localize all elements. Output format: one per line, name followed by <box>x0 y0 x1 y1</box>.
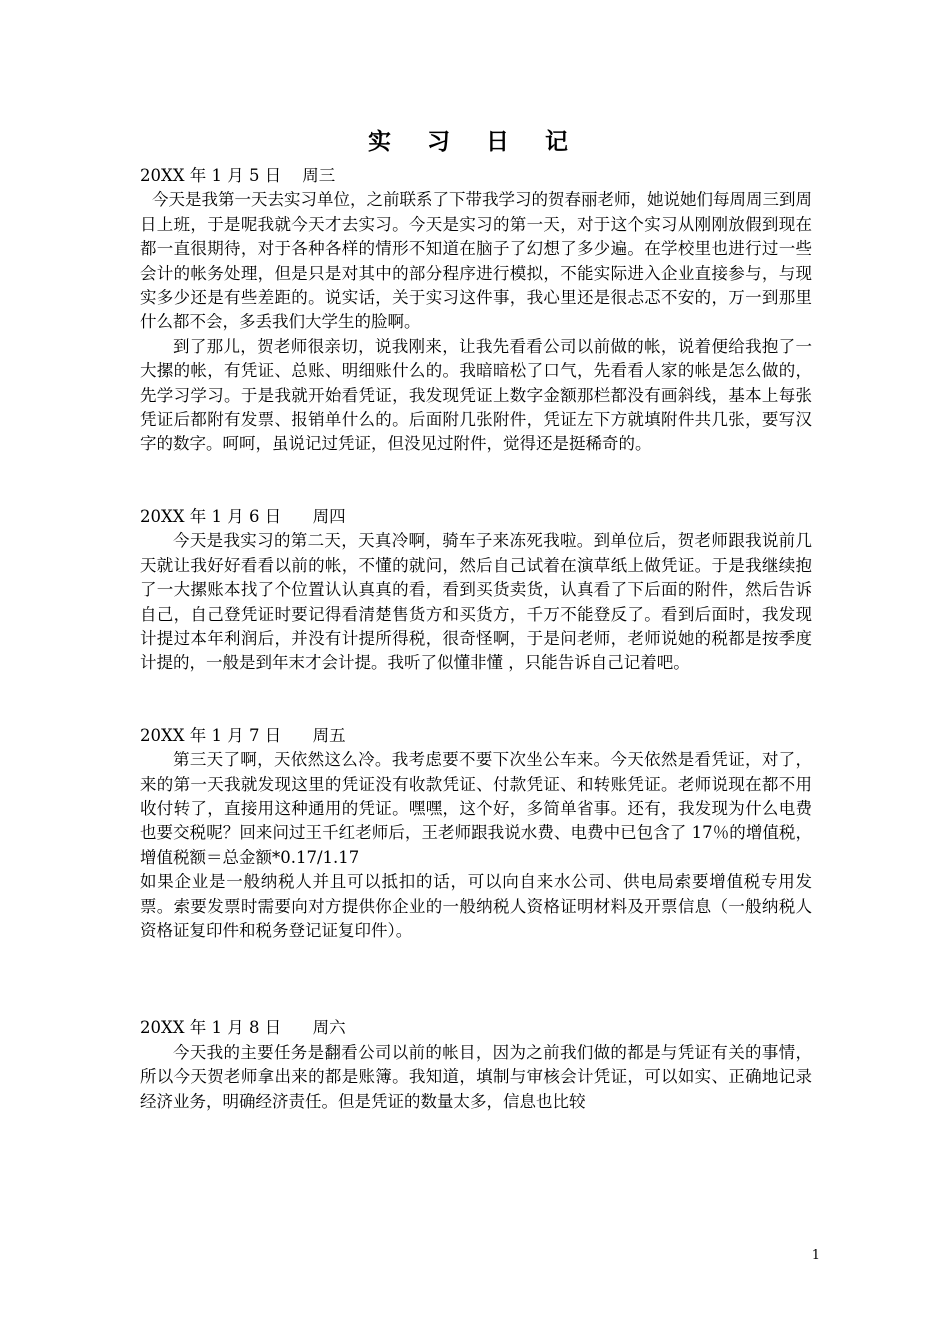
entry-paragraph: 今天我的主要任务是翻看公司以前的帐目，因为之前我们做的都是与凭证有关的事情，所以今天贺老师拿出来的都是账簿。我知道，填制与审核会计凭证，可以如实、正确地记录经济业务，明确经济责任。但是凭证的数量太多，信息也比较 <box>140 1042 812 1111</box>
entry-date: 20XX 年 1 月 7 日 周五 <box>140 725 346 745</box>
entry-paragraph: 如果企业是一般纳税人并且可以抵扣的话，可以向自来水公司、供电局索要增值税专用发票。索要发票时需要向对方提供你企业的一般纳税人资格证明材料及开票信息（一般纳税人资格证复印件和税务登记证复印件）。 <box>140 872 812 940</box>
entry-date: 20XX 年 1 月 8 日 周六 <box>140 1018 346 1038</box>
document-body <box>140 164 812 1114</box>
entry-spacer <box>140 457 812 505</box>
entry-spacer <box>140 676 812 724</box>
entry-paragraph: 第三天了啊，天依然这么冷。我考虑要不要下次坐公车来。今天依然是看凭证，对了，来的第一天我就发现这里的凭证没有收款凭证、付款凭证、和转账凭证。老师说现在都不用收付转了，直接用这种通用的凭证。嘿嘿，这个好，多简单省事。还有，我发现为什么电费也要交税呢？回来问过王千红老师后，王老师跟我说水费、电费中已包含了 17％的增值税， 增值税额＝总金额*0.17/1.17 <box>140 750 812 867</box>
entry-spacer <box>140 943 812 1016</box>
entry-date: 20XX 年 1 月 6 日 周四 <box>140 506 346 526</box>
entry-paragraph: 今天是我实习的第二天，天真冷啊，骑车子来冻死我啦。到单位后，贺老师跟我说前几天就让我好好看看以前的帐，不懂的就问，然后自己试着在演草纸上做凭证。于是我继续抱了一大摞账本找了个位置认认真真的看，看到买货卖货，认真看了下后面的附件，然后告诉自己，自己登凭证时要记得看清楚售货方和买货方，千万不能登反了。看到后面时，我发现计提过本年利润后，并没有计提所得税，很奇怪啊，于是问老师，老师说她的税都是按季度计提的，一般是到年末才会计提。我听了似懂非懂 ，只能告诉自己记着吧。 <box>140 531 812 673</box>
diary-entry <box>140 1016 812 1114</box>
document-title: 实 习 日 记 <box>367 128 583 155</box>
diary-entry <box>140 724 812 944</box>
diary-entry <box>140 164 812 457</box>
entry-paragraph: 今天是我第一天去实习单位，之前联系了下带我学习的贺春丽老师，她说她们每周周三到周日上班，于是呢我就今天才去实习。今天是实习的第一天，对于这个实习从刚刚放假到现在都一直很期待，对于各种各样的情形不知道在脑子了幻想了多少遍。在学校里也进行过一些会计的帐务处理，但是只是对其中的部分程序进行模拟，不能实际进入企业直接参与，与现实多少还是有些差距的。说实话，关于实习这件事，我心里还是很忐忑不安的，万一到那里什么都不会，多丢我们大学生的脸啊。 <box>140 190 812 332</box>
entry-date: 20XX 年 1 月 5 日 周三 <box>140 166 336 185</box>
entry-paragraph: 到了那儿，贺老师很亲切，说我刚来，让我先看看公司以前做的帐，说着便给我抱了一大摞的帐，有凭证、总账、明细账什么的。我暗暗松了口气，先看看人家的帐是怎么做的，先学习学习。于是我就开始看凭证，我发现凭证上数字金额那栏都没有画斜线，基本上每张凭证后都附有发票、报销单什么的。后面附几张附件，凭证左下方就填附件共几张，要写汉字的数字。呵呵，虽说记过凭证，但没见过附件，觉得还是挺稀奇的。 <box>140 336 812 454</box>
diary-entry <box>140 505 812 676</box>
page-number: 1 <box>811 1248 820 1263</box>
